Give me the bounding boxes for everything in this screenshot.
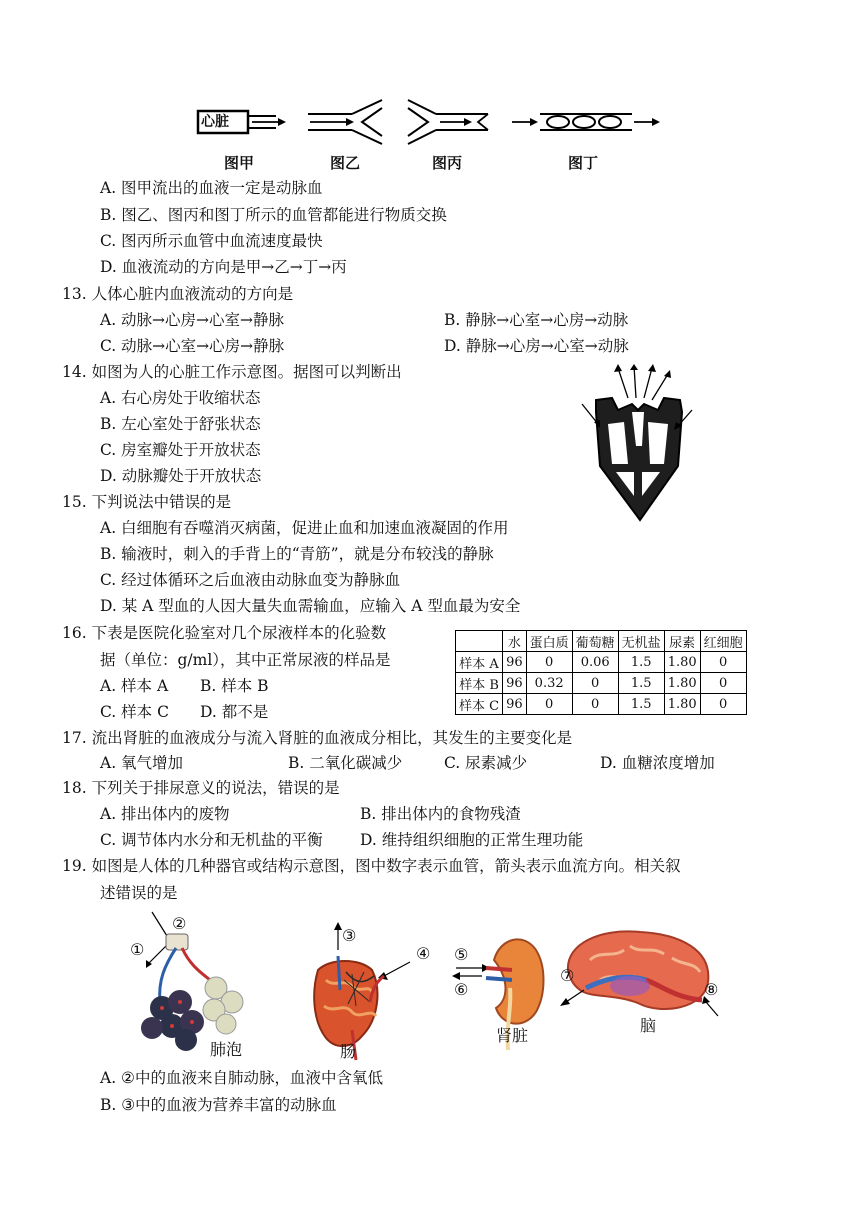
vessel-number-6: ⑥: [454, 980, 469, 999]
table-cell: 0: [700, 652, 746, 673]
q17-option-a: A. 氧气增加: [100, 754, 184, 772]
table-cell: 1.80: [664, 673, 700, 694]
organ-label-intestine: 肠: [340, 1042, 357, 1061]
vessel-number-8: ⑧: [704, 980, 719, 999]
q15-stem: 15. 下判说法中错误的是: [62, 493, 232, 511]
q18-stem: 18. 下列关于排尿意义的说法，错误的是: [62, 779, 340, 797]
q15-option-c: C. 经过体循环之后血液由动脉血变为静脉血: [100, 571, 401, 589]
q17-option-c: C. 尿素减少: [444, 754, 528, 772]
q16-option-b: B. 样本 B: [200, 677, 269, 695]
vessel-number-2: ②: [172, 914, 187, 933]
q13-option-d: D. 静脉→心房→心室→动脉: [444, 337, 629, 355]
table-header-cell: [456, 631, 503, 652]
q18-option-b: B. 排出体内的食物残渣: [360, 805, 521, 823]
table-cell: 1.5: [618, 694, 664, 715]
q13-option-a: A. 动脉→心房→心室→静脉: [100, 311, 285, 329]
table-cell: 1.80: [664, 694, 700, 715]
heart-diagram: [578, 364, 698, 524]
q16-option-a: A. 样本 A: [100, 677, 169, 695]
q17-option-d: D. 血糖浓度增加: [600, 754, 715, 772]
table-header-cell: 尿素: [664, 631, 700, 652]
q15-option-a: A. 白细胞有吞噬消灭病菌，促进止血和加速血液凝固的作用: [100, 519, 509, 537]
q19-option-b: B. ③中的血液为营养丰富的动脉血: [100, 1096, 337, 1114]
table-cell: 样本 B: [456, 673, 503, 694]
q12-option-b: B. 图乙、图丙和图丁所示的血管都能进行物质交换: [100, 206, 447, 224]
q12-option-c: C. 图丙所示血管中血流速度最快: [100, 232, 323, 250]
table-cell: 1.5: [618, 673, 664, 694]
q13-stem: 13. 人体心脏内血液流动的方向是: [62, 285, 294, 303]
table-cell: 0: [526, 652, 572, 673]
table-cell: 0: [572, 673, 618, 694]
q18-option-c: C. 调节体内水分和无机盐的平衡: [100, 831, 323, 849]
urine-sample-table: [455, 630, 747, 715]
caption-yi: 图乙: [330, 154, 361, 172]
table-cell: 0: [700, 673, 746, 694]
q14-option-d: D. 动脉瓣处于开放状态: [100, 467, 262, 485]
q14-option-c: C. 房室瓣处于开放状态: [100, 441, 261, 459]
q12-option-a: A. 图甲流出的血液一定是动脉血: [100, 179, 323, 197]
table-cell: 1.5: [618, 652, 664, 673]
caption-jia: 图甲: [224, 154, 255, 172]
q15-option-d: D. 某 A 型血的人因大量失血需输血，应输入 A 型血最为安全: [100, 597, 521, 615]
table-cell: 96: [503, 694, 527, 715]
heart-box-label: 心脏: [201, 114, 229, 130]
table-cell: 0.32: [526, 673, 572, 694]
vessel-diagram: [0, 0, 860, 140]
q14-option-b: B. 左心室处于舒张状态: [100, 415, 261, 433]
table-header-cell: 蛋白质: [526, 631, 572, 652]
table-row: [456, 694, 747, 715]
table-cell: 0: [700, 694, 746, 715]
table-header-cell: 葡萄糖: [572, 631, 618, 652]
caption-ding: 图丁: [568, 154, 599, 172]
q13-option-b: B. 静脉→心室→心房→动脉: [444, 311, 629, 329]
q18-option-a: A. 排出体内的废物: [100, 805, 230, 823]
table-header-cell: 水: [503, 631, 527, 652]
vessel-number-3: ③: [342, 926, 357, 945]
table-cell: 0.06: [572, 652, 618, 673]
q16-option-d: D. 都不是: [200, 703, 269, 721]
q12-option-d: D. 血液流动的方向是甲→乙→丁→丙: [100, 258, 347, 276]
organ-label-kidney: 肾脏: [496, 1026, 529, 1045]
vessel-number-7: ⑦: [560, 966, 575, 985]
q19-option-a: A. ②中的血液来自肺动脉，血液中含氧低: [100, 1069, 383, 1087]
table-cell: 96: [503, 652, 527, 673]
q13-option-c: C. 动脉→心室→心房→静脉: [100, 337, 285, 355]
table-cell: 样本 C: [456, 694, 503, 715]
intestine-illustration: [314, 922, 410, 1060]
table-row: [456, 673, 747, 694]
q16-option-c: C. 样本 C: [100, 703, 169, 721]
vessel-number-1: ①: [130, 940, 145, 959]
table-header-row: [456, 631, 747, 652]
table-cell: 0: [526, 694, 572, 715]
caption-bing: 图丙: [432, 154, 463, 172]
organ-diagram: [0, 910, 860, 1060]
organ-label-alveoli: 肺泡: [210, 1040, 243, 1059]
q14-stem: 14. 如图为人的心脏工作示意图。据图可以判断出: [62, 363, 402, 381]
q16-stem-line1: 16. 下表是医院化验室对几个尿液样本的化验数: [62, 624, 387, 642]
table-cell: 0: [572, 694, 618, 715]
table-cell: 1.80: [664, 652, 700, 673]
q17-option-b: B. 二氧化碳减少: [288, 754, 403, 772]
q16-stem-line2: 据（单位：g/ml），其中正常尿液的样品是: [100, 651, 391, 669]
vessel-number-4: ④: [416, 944, 431, 963]
brain-illustration: [560, 931, 718, 1016]
q18-option-d: D. 维持组织细胞的正常生理功能: [360, 831, 584, 849]
table-cell: 96: [503, 673, 527, 694]
table-header-cell: 无机盐: [618, 631, 664, 652]
table-header-cell: 红细胞: [700, 631, 746, 652]
table-cell: 样本 A: [456, 652, 503, 673]
table-row: [456, 652, 747, 673]
q15-option-b: B. 输液时，刺入的手背上的“青筋”，就是分布较浅的静脉: [100, 545, 494, 563]
q19-stem-line2: 述错误的是: [100, 884, 178, 902]
q19-stem-line1: 19. 如图是人体的几种器官或结构示意图，图中数字表示血管，箭头表示血流方向。相关叙: [62, 857, 681, 875]
alveoli-illustration: [141, 912, 243, 1051]
q17-stem: 17. 流出肾脏的血液成分与流入肾脏的血液成分相比，其发生的主要变化是: [62, 729, 573, 747]
vessel-number-5: ⑤: [454, 945, 469, 964]
q14-option-a: A. 右心房处于收缩状态: [100, 389, 261, 407]
organ-label-brain: 脑: [640, 1016, 657, 1035]
